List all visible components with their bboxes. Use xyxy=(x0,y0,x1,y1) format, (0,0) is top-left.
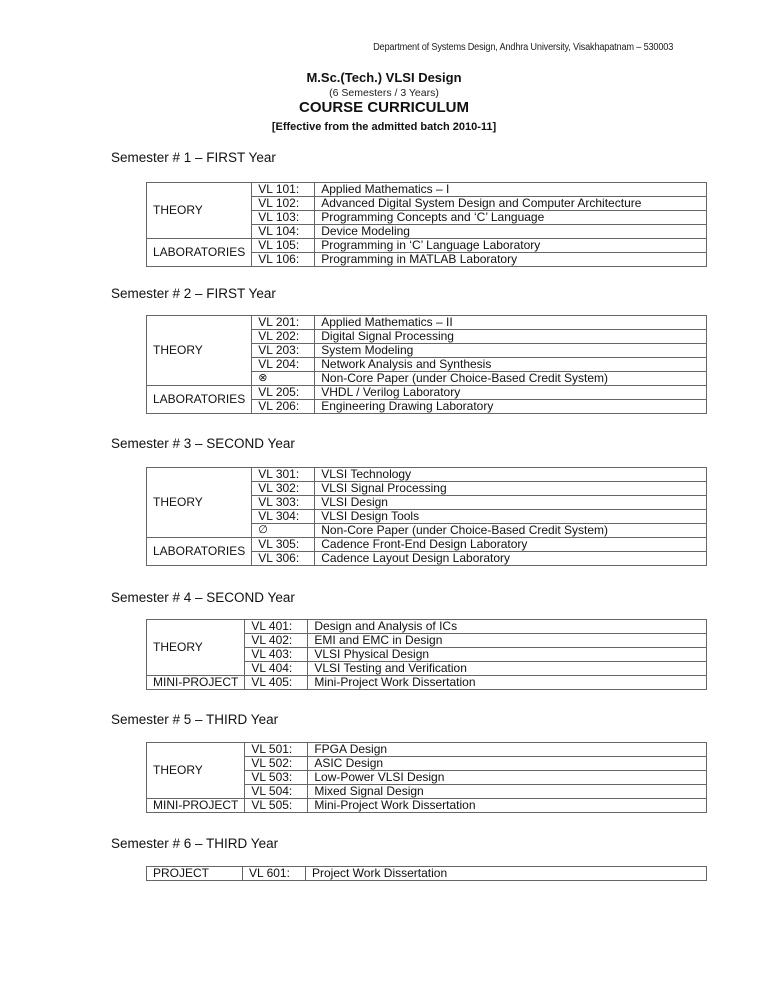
table-row xyxy=(147,743,707,757)
course-title: VLSI Design xyxy=(315,496,707,510)
course-code: VL 402: xyxy=(245,634,308,648)
category-cell: LABORATORIES xyxy=(147,239,252,267)
course-title: Low-Power VLSI Design xyxy=(308,771,707,785)
course-code: VL 505: xyxy=(245,799,308,813)
course-title: Programming in ‘C’ Language Laboratory xyxy=(315,239,707,253)
course-title: VLSI Design Tools xyxy=(315,510,707,524)
category-cell: THEORY xyxy=(147,468,252,538)
semester-5-heading: Semester # 5 – THIRD Year xyxy=(111,712,279,727)
course-title: Design and Analysis of ICs xyxy=(308,620,707,634)
course-title: EMI and EMC in Design xyxy=(308,634,707,648)
course-code: VL 203: xyxy=(252,344,315,358)
course-title: Non-Core Paper (under Choice-Based Credit System) xyxy=(315,524,707,538)
category-cell: MINI-PROJECT xyxy=(147,676,245,690)
table-row xyxy=(147,538,707,552)
table-row xyxy=(147,386,707,400)
course-code: VL 303: xyxy=(252,496,315,510)
course-title: Project Work Dissertation xyxy=(306,867,707,881)
semester-5-table xyxy=(146,742,707,813)
course-title: System Modeling xyxy=(315,344,707,358)
course-code: VL 101: xyxy=(252,183,315,197)
course-code: VL 306: xyxy=(252,552,315,566)
course-title: Programming in MATLAB Laboratory xyxy=(315,253,707,267)
category-cell: THEORY xyxy=(147,183,252,239)
course-title: Engineering Drawing Laboratory xyxy=(315,400,707,414)
course-code: VL 404: xyxy=(245,662,308,676)
semester-3-table xyxy=(146,467,707,566)
course-code: VL 105: xyxy=(252,239,315,253)
semester-3-heading: Semester # 3 – SECOND Year xyxy=(111,436,295,451)
course-title: Applied Mathematics – I xyxy=(315,183,707,197)
category-cell: THEORY xyxy=(147,620,245,676)
course-code: VL 601: xyxy=(243,867,306,881)
course-code: VL 503: xyxy=(245,771,308,785)
course-title: Cadence Front-End Design Laboratory xyxy=(315,538,707,552)
table-row xyxy=(147,468,707,482)
category-cell: THEORY xyxy=(147,743,245,799)
course-code: VL 304: xyxy=(252,510,315,524)
course-title: VLSI Signal Processing xyxy=(315,482,707,496)
course-title: Device Modeling xyxy=(315,225,707,239)
non-core-symbol-icon: ⊗ xyxy=(252,372,315,386)
semester-4-heading: Semester # 4 – SECOND Year xyxy=(111,590,295,605)
course-code: VL 104: xyxy=(252,225,315,239)
empty-set-symbol-icon: ∅ xyxy=(252,524,315,538)
course-title: VHDL / Verilog Laboratory xyxy=(315,386,707,400)
course-title: Applied Mathematics – II xyxy=(315,316,707,330)
course-code: VL 305: xyxy=(252,538,315,552)
semester-1-heading: Semester # 1 – FIRST Year xyxy=(111,150,276,165)
effective-note: [Effective from the admitted batch 2010-11] xyxy=(271,121,497,133)
department-header: Department of Systems Design, Andhra University, Visakhapatnam – 530003 xyxy=(372,42,673,53)
course-title: Mixed Signal Design xyxy=(308,785,707,799)
course-code: VL 206: xyxy=(252,400,315,414)
course-code: VL 301: xyxy=(252,468,315,482)
document-title: COURSE CURRICULUM xyxy=(299,99,469,116)
course-code: VL 403: xyxy=(245,648,308,662)
course-code: VL 502: xyxy=(245,757,308,771)
table-row xyxy=(147,676,707,690)
semester-1-table xyxy=(146,182,707,267)
course-title: VLSI Testing and Verification xyxy=(308,662,707,676)
program-title: M.Sc.(Tech.) VLSI Design xyxy=(306,70,462,85)
semester-6-table xyxy=(146,866,707,881)
course-code: VL 202: xyxy=(252,330,315,344)
category-cell: LABORATORIES xyxy=(147,386,252,414)
table-row xyxy=(147,183,707,197)
table-row xyxy=(147,316,707,330)
course-title: Mini-Project Work Dissertation xyxy=(308,799,707,813)
course-title: Mini-Project Work Dissertation xyxy=(308,676,707,690)
course-code: VL 204: xyxy=(252,358,315,372)
semester-4-table xyxy=(146,619,707,690)
course-code: VL 103: xyxy=(252,211,315,225)
course-code: VL 205: xyxy=(252,386,315,400)
table-row xyxy=(147,799,707,813)
course-code: VL 405: xyxy=(245,676,308,690)
course-title: Programming Concepts and ‘C’ Language xyxy=(315,211,707,225)
table-row xyxy=(147,867,707,881)
course-title: ASIC Design xyxy=(308,757,707,771)
course-code: VL 201: xyxy=(252,316,315,330)
course-code: VL 401: xyxy=(245,620,308,634)
course-title: FPGA Design xyxy=(308,743,707,757)
semester-2-table xyxy=(146,315,707,414)
category-cell: THEORY xyxy=(147,316,252,386)
course-code: VL 501: xyxy=(245,743,308,757)
category-cell: PROJECT xyxy=(147,867,243,881)
table-row xyxy=(147,239,707,253)
course-code: VL 106: xyxy=(252,253,315,267)
category-cell: LABORATORIES xyxy=(147,538,252,566)
course-title: VLSI Physical Design xyxy=(308,648,707,662)
course-code: VL 302: xyxy=(252,482,315,496)
semester-6-heading: Semester # 6 – THIRD Year xyxy=(111,836,279,851)
semester-2-heading: Semester # 2 – FIRST Year xyxy=(111,286,276,301)
course-title: VLSI Technology xyxy=(315,468,707,482)
table-row xyxy=(147,620,707,634)
course-title: Cadence Layout Design Laboratory xyxy=(315,552,707,566)
course-code: VL 504: xyxy=(245,785,308,799)
course-title: Advanced Digital System Design and Computer Architecture xyxy=(315,197,707,211)
category-cell: MINI-PROJECT xyxy=(147,799,245,813)
course-code: VL 102: xyxy=(252,197,315,211)
course-title: Non-Core Paper (under Choice-Based Credit System) xyxy=(315,372,707,386)
course-title: Network Analysis and Synthesis xyxy=(315,358,707,372)
program-duration: (6 Semesters / 3 Years) xyxy=(329,87,439,99)
course-title: Digital Signal Processing xyxy=(315,330,707,344)
